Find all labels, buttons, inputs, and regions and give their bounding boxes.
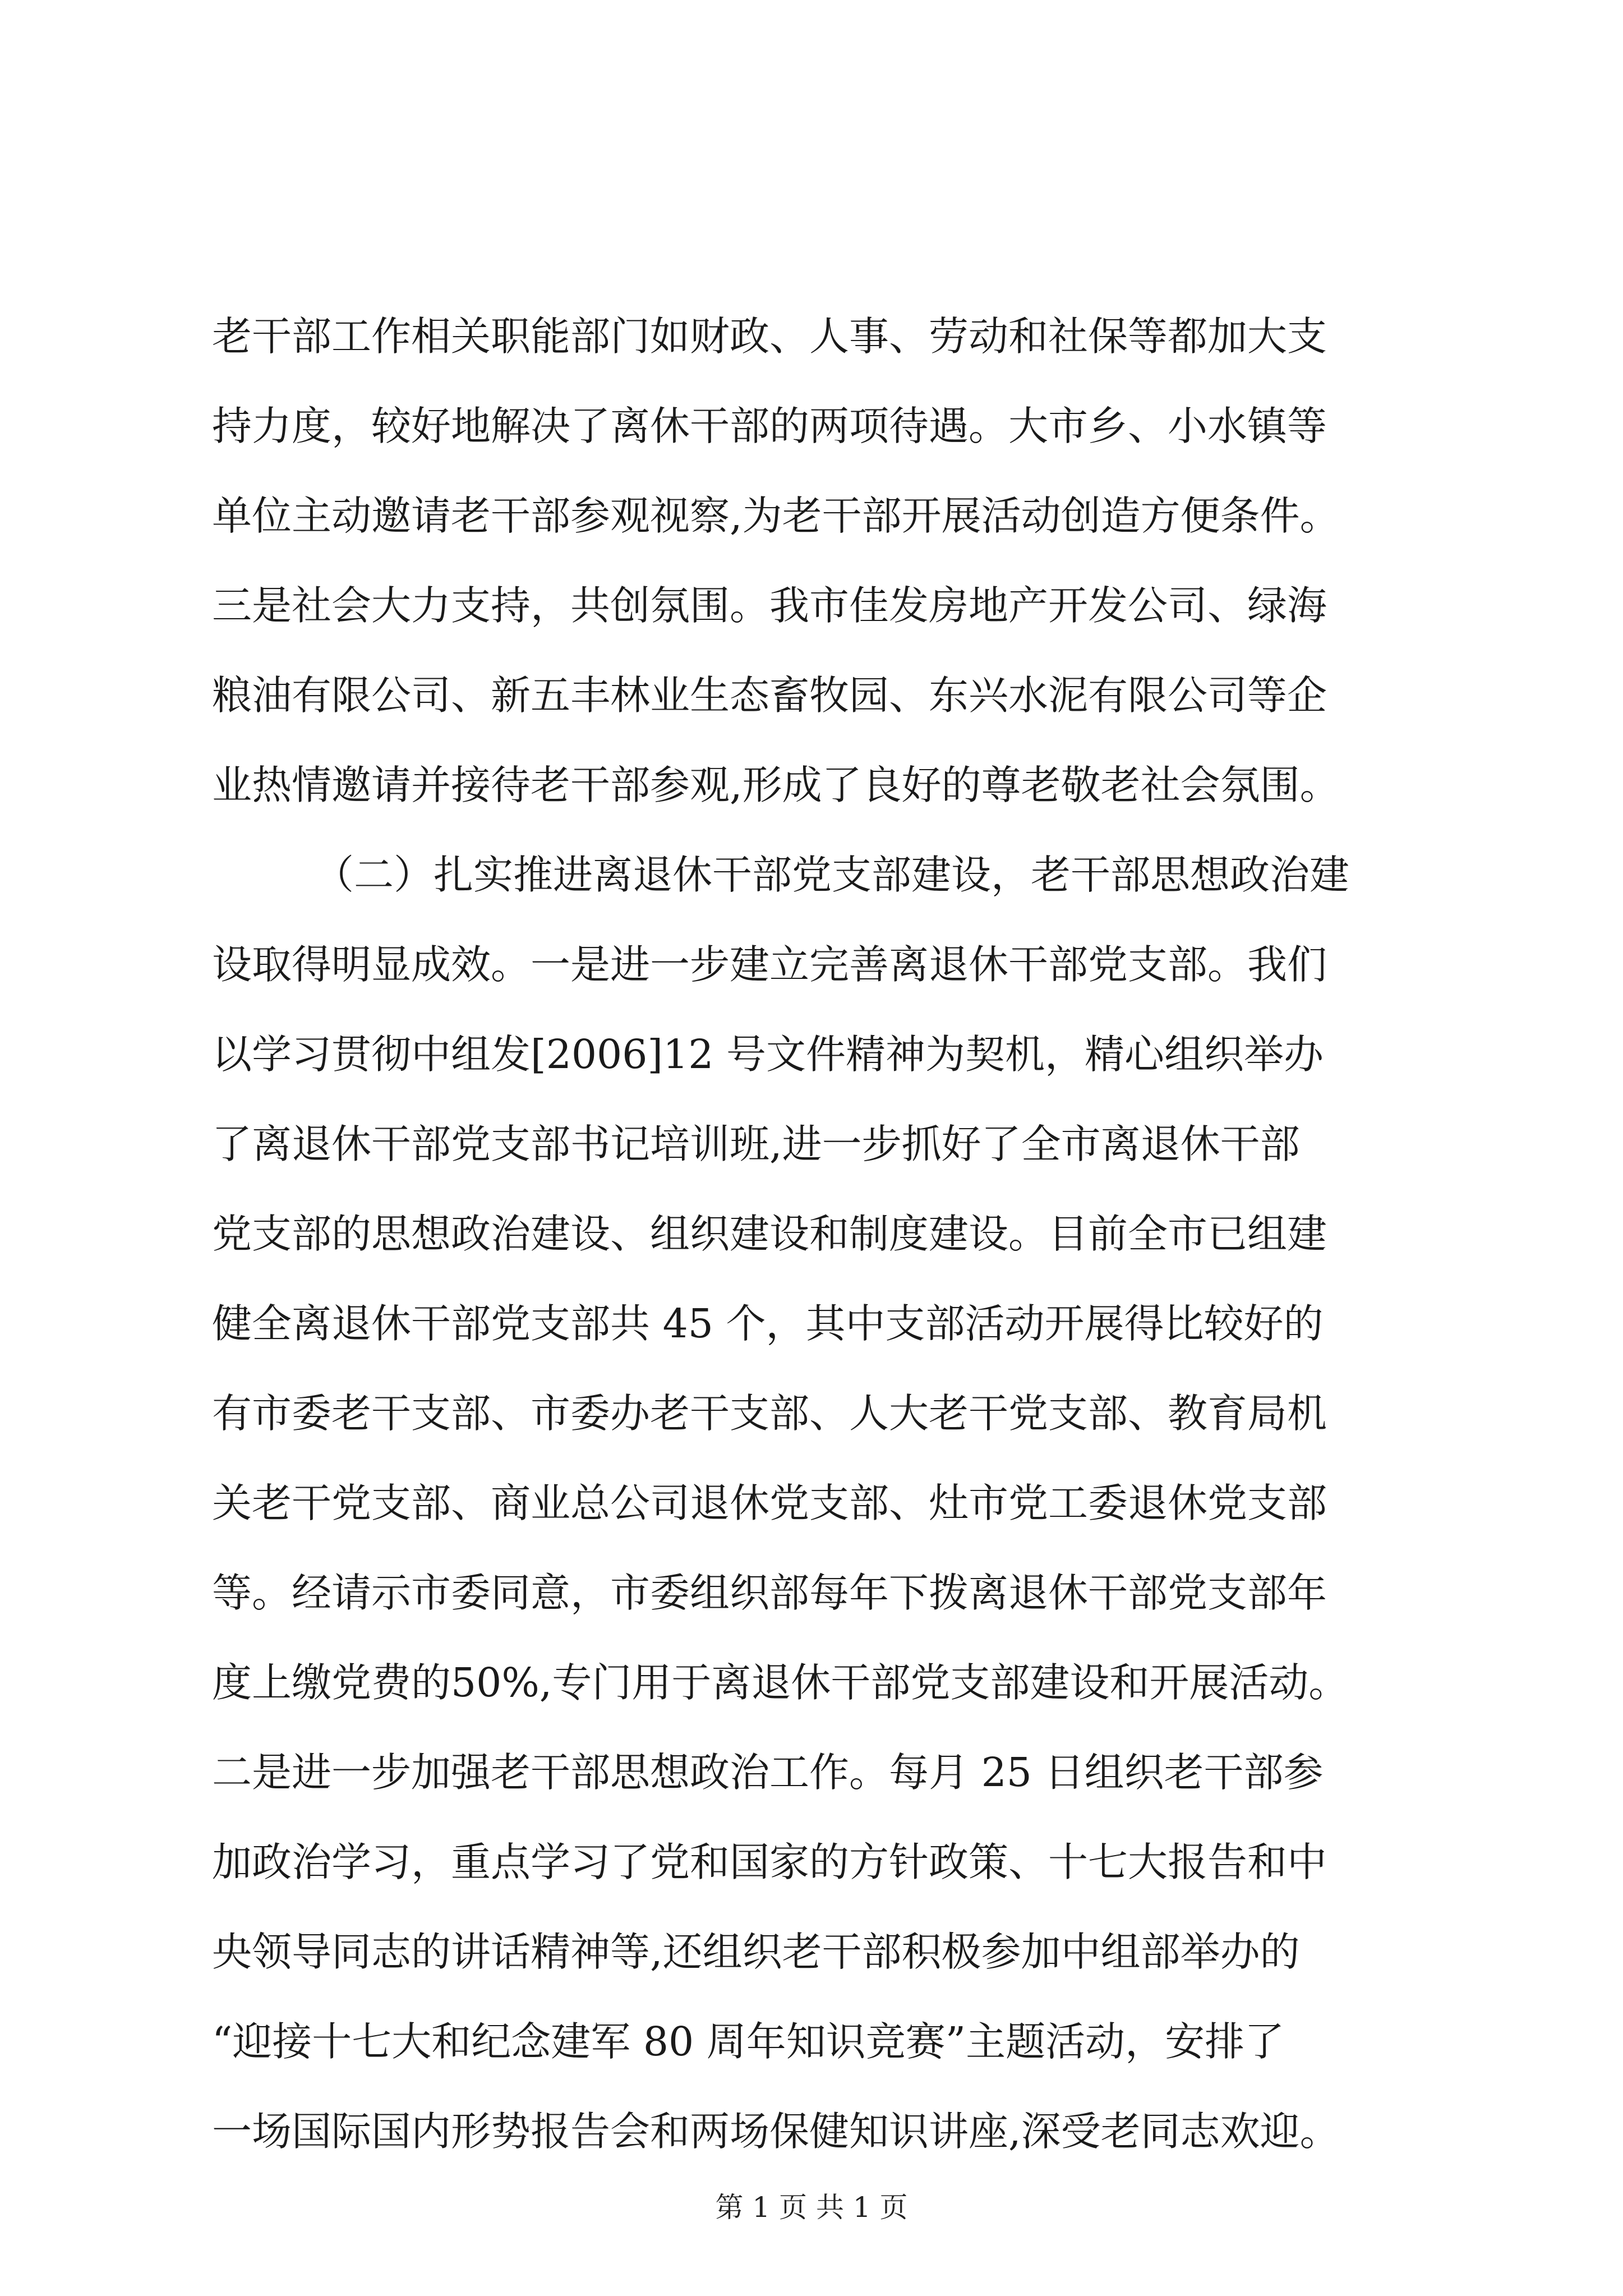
text-line: 业热情邀请并接待老干部参观,形成了良好的尊老敬老社会氛围。 — [212, 762, 1340, 808]
text-line: 以学习贯彻中组发[2006]12 号文件精神为契机，精心组织举办 — [212, 1031, 1324, 1078]
text-line: 健全离退休干部党支部共 45 个，其中支部活动开展得比较好的 — [212, 1300, 1324, 1347]
text-line: 二是进一步加强老干部思想政治工作。每月 25 日组织老干部参 — [212, 1749, 1324, 1796]
text-line: 三是社会大力支持，共创氛围。我市佳发房地产开发公司、绿海 — [212, 582, 1327, 629]
text-line: 老干部工作相关职能部门如财政、人事、劳动和社保等都加大支 — [212, 313, 1327, 360]
text-line: 央领导同志的讲话精神等,还组织老干部积极参加中组部举办的 — [212, 1929, 1300, 1975]
text-line: 度上缴党费的50%,专门用于离退休干部党支部建设和开展活动。 — [212, 1659, 1349, 1706]
text-line: “迎接十七大和纪念建军 80 周年知识竞赛”主题活动，安排了 — [212, 2018, 1285, 2065]
text-line: 加政治学习，重点学习了党和国家的方针政策、十七大报告和中 — [212, 1839, 1327, 1885]
text-line: 粮油有限公司、新五丰林业生态畜牧园、东兴水泥有限公司等企 — [212, 672, 1327, 719]
text-line: 党支部的思想政治建设、组织建设和制度建设。目前全市已组建 — [212, 1211, 1327, 1257]
text-line: 单位主动邀请老干部参观视察,为老干部开展活动创造方便条件。 — [212, 493, 1340, 539]
text-line: 有市委老干支部、市委办老干支部、人大老干党支部、教育局机 — [212, 1390, 1327, 1437]
text-line: 关老干党支部、商业总公司退休党支部、灶市党工委退休党支部 — [212, 1480, 1327, 1526]
page-footer: 第 1 页 共 1 页 — [715, 2191, 908, 2224]
text-line: 设取得明显成效。一是进一步建立完善离退休干部党支部。我们 — [212, 941, 1327, 988]
text-line: 持力度，较好地解决了离休干部的两项待遇。大市乡、小水镇等 — [212, 403, 1327, 449]
text-line: 一场国际国内形势报告会和两场保健知识讲座,深受老同志欢迎。 — [212, 2108, 1340, 2155]
text-line: 等。经请示市委同意，市委组织部每年下拨离退休干部党支部年 — [212, 1570, 1327, 1616]
section-heading-line: （二）扎实推进离退休干部党支部建设，老干部思想政治建 — [314, 852, 1350, 898]
text-line: 了离退休干部党支部书记培训班,进一步抓好了全市离退休干部 — [212, 1121, 1300, 1167]
